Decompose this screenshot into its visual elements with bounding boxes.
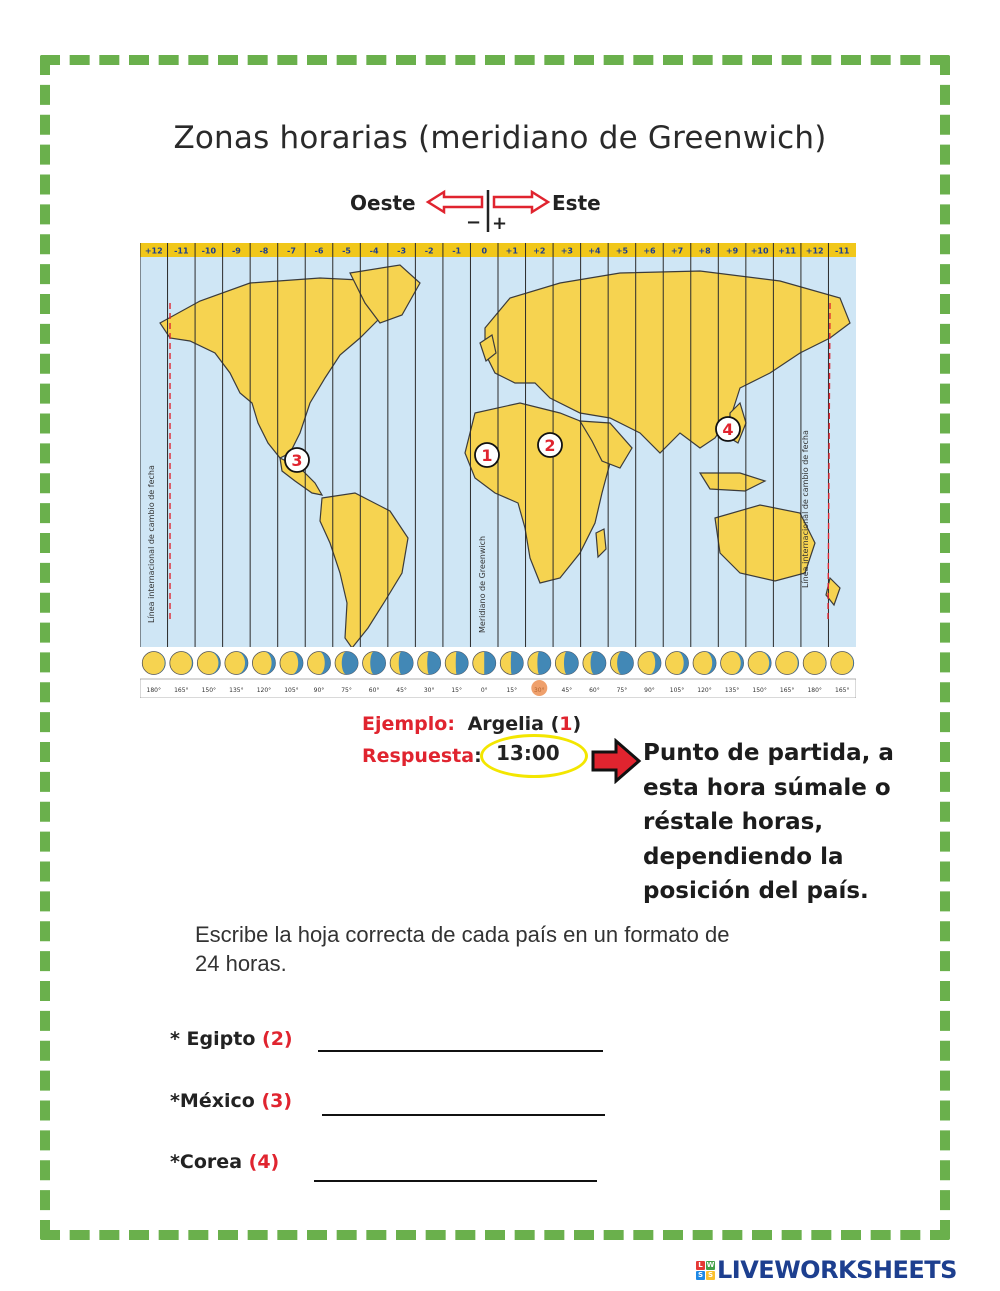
- marker-number: 2: [544, 436, 556, 455]
- answer-blank-egipto[interactable]: [318, 1050, 603, 1052]
- zone-label: +9: [725, 246, 739, 256]
- question-marker: (4): [248, 1151, 280, 1173]
- degree-label: 90°: [313, 687, 325, 694]
- zone-label: -2: [424, 246, 434, 256]
- example-marker: 1: [559, 713, 573, 735]
- zone-label: -8: [259, 246, 269, 256]
- question-country: *México: [170, 1090, 255, 1112]
- zone-label: +12: [805, 246, 824, 256]
- zone-label: +4: [588, 246, 601, 256]
- zone-label: +3: [560, 246, 573, 256]
- example-country: Argelia (: [467, 713, 560, 735]
- zone-label: +12: [144, 246, 163, 256]
- zone-label: -11: [835, 246, 850, 256]
- marker-number: 4: [722, 420, 734, 439]
- starting-point-note: Punto de partida, a esta hora súmale o réstale horas, dependiendo la posición del país.: [643, 740, 894, 904]
- degree-label: 150°: [201, 687, 217, 694]
- zone-label: +6: [643, 246, 656, 256]
- marker-number: 3: [291, 451, 303, 470]
- zone-label: -3: [397, 246, 407, 256]
- zone-label: -11: [174, 246, 189, 256]
- degree-label: 0°: [480, 687, 488, 694]
- question-marker: (3): [261, 1090, 293, 1112]
- degree-label: 75°: [341, 687, 352, 694]
- degree-label: 30°: [423, 687, 435, 694]
- degree-label: 150°: [752, 687, 767, 694]
- dateline-right-label: Línea internacional de cambio de fecha: [801, 430, 810, 588]
- question-egipto: [170, 1028, 293, 1050]
- right-arrow-icon: [590, 738, 642, 784]
- instructions: Escribe la hoja correcta de cada país en un formato de 24 horas.: [195, 922, 730, 976]
- degree-label: 75°: [616, 687, 628, 694]
- answer-label: Respuesta: [362, 745, 475, 767]
- degree-row: [140, 679, 856, 698]
- greenwich-label: Meridiano de Greenwich: [478, 535, 487, 633]
- liveworksheets-brand[interactable]: [696, 1256, 957, 1284]
- question-country: *Corea: [170, 1151, 243, 1173]
- sun-phase-row: [140, 647, 856, 679]
- question-country: * Egipto: [170, 1028, 256, 1050]
- marker-number: 1: [481, 446, 493, 465]
- direction-arrows-icon: [424, 188, 552, 234]
- dateline-left-label: Línea internacional de cambio de fecha: [147, 465, 156, 623]
- answer-colon: :: [474, 745, 482, 767]
- zone-label: 0: [481, 246, 488, 256]
- zone-label: -7: [287, 246, 296, 256]
- zone-label: -5: [342, 246, 351, 256]
- degree-label: 180°: [807, 687, 822, 694]
- degree-label: 105°: [669, 687, 685, 694]
- time-zone-map: [140, 243, 856, 698]
- zone-label: +2: [533, 246, 546, 256]
- degree-label: 105°: [284, 687, 299, 694]
- east-label: Este: [552, 191, 601, 215]
- question-corea: [170, 1151, 279, 1173]
- brand-text: LIVEWORKSHEETS: [717, 1256, 957, 1284]
- question-mexico: [170, 1090, 292, 1112]
- degree-label: 165°: [835, 687, 850, 694]
- example-close: ): [572, 713, 582, 735]
- degree-label: 15°: [506, 687, 518, 694]
- zone-label: +11: [778, 246, 797, 256]
- zone-label: -9: [231, 246, 241, 256]
- degree-label: 15°: [451, 687, 463, 694]
- highlight-degree: [531, 680, 547, 696]
- degree-label: 45°: [561, 687, 573, 694]
- world-map: [140, 243, 856, 698]
- west-label: Oeste: [350, 191, 416, 215]
- zone-label: +8: [698, 246, 711, 256]
- question-marker: (2): [262, 1028, 293, 1050]
- page-title: Zonas horarias (meridiano de Greenwich): [173, 120, 827, 156]
- degree-label: 60°: [368, 687, 380, 694]
- degree-label: 90°: [644, 687, 655, 694]
- degree-label: 165°: [779, 687, 795, 694]
- degree-label: 120°: [697, 687, 712, 694]
- degree-label: 135°: [229, 687, 244, 694]
- degree-label: 60°: [589, 687, 600, 694]
- degree-label: 165°: [174, 687, 189, 694]
- example-label: Ejemplo:: [362, 713, 455, 735]
- zone-label: +1: [505, 246, 518, 256]
- zone-label: -4: [369, 246, 379, 256]
- zone-label: -1: [452, 246, 462, 256]
- answer-blank-mexico[interactable]: [322, 1114, 605, 1116]
- zone-label: -10: [201, 246, 217, 256]
- answer-time: 13:00: [496, 741, 560, 765]
- zone-label: +10: [750, 246, 769, 256]
- liveworksheets-logo-icon: L W S S: [697, 1260, 715, 1279]
- answer-blank-corea[interactable]: [314, 1180, 597, 1182]
- degree-label: 120°: [256, 687, 272, 694]
- degree-label: 45°: [396, 687, 407, 694]
- degree-label: 135°: [724, 687, 740, 694]
- degree-row-bg: [140, 679, 856, 698]
- zone-label: +5: [615, 246, 629, 256]
- plus-sign: +: [492, 213, 508, 234]
- degree-label: 180°: [146, 687, 161, 694]
- minus-sign: −: [466, 212, 482, 233]
- zone-label: +7: [670, 246, 684, 256]
- zone-label: -6: [314, 246, 324, 256]
